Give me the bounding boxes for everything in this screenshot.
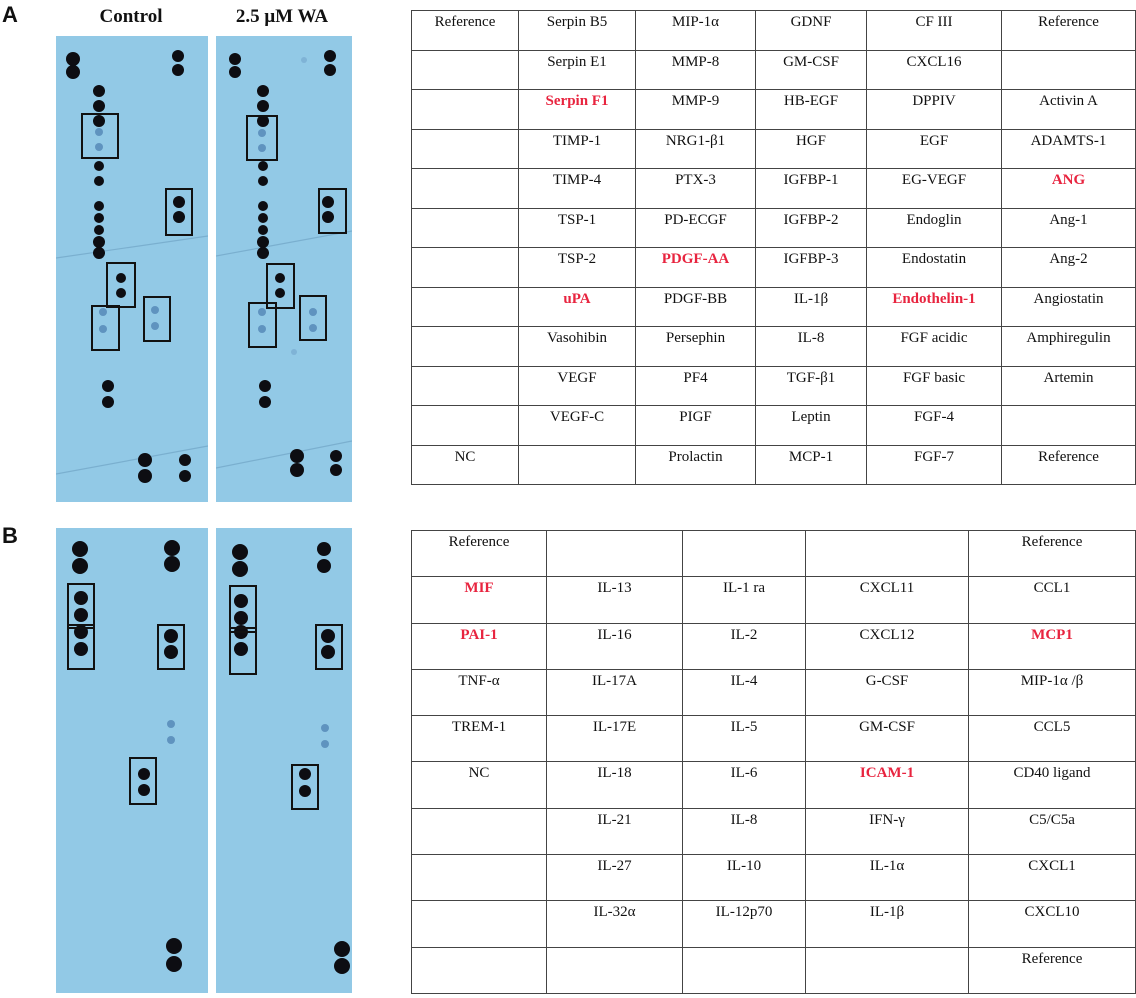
table-cell: IL-4 xyxy=(683,669,806,715)
blot-spot xyxy=(138,768,150,780)
blot-spot xyxy=(94,213,104,223)
table-cell: MIF xyxy=(412,577,547,623)
table-cell xyxy=(519,445,636,485)
blot-spot xyxy=(257,100,269,112)
table-cell: IFN-γ xyxy=(806,808,969,854)
blot-spot xyxy=(72,558,88,574)
blot-spot xyxy=(321,645,335,659)
blot-spot xyxy=(324,64,336,76)
treated-header: 2.5 μM WA xyxy=(235,6,329,27)
table-cell: IL-17A xyxy=(547,669,683,715)
blot-spot xyxy=(309,308,317,316)
panel-letter-b: B xyxy=(2,523,18,548)
blot-spot xyxy=(93,115,105,127)
table-cell: IL-8 xyxy=(756,327,867,367)
blot-spot xyxy=(299,785,311,797)
table-cell: MMP-8 xyxy=(636,50,756,90)
blot-spot xyxy=(74,642,88,656)
table-cell: Leptin xyxy=(756,406,867,446)
table-cell: CD40 ligand xyxy=(969,762,1136,808)
blot-spot xyxy=(321,724,329,732)
table-cell: MIP-1α xyxy=(636,11,756,51)
table-row xyxy=(412,716,1136,762)
table-cell: ICAM-1 xyxy=(806,762,969,808)
table-cell: TREM-1 xyxy=(412,716,547,762)
blot-spot xyxy=(309,324,317,332)
table-cell: MMP-9 xyxy=(636,90,756,130)
table-cell: CCL5 xyxy=(969,716,1136,762)
table-cell xyxy=(1002,50,1136,90)
table-cell xyxy=(412,248,519,288)
control-header: Control xyxy=(99,6,163,27)
table-cell: FGF acidic xyxy=(867,327,1002,367)
table-cell xyxy=(547,947,683,993)
blot-b-treated xyxy=(216,528,352,993)
table-cell: Vasohibin xyxy=(519,327,636,367)
blot-spot xyxy=(334,958,350,974)
table-cell: IL-1β xyxy=(806,901,969,947)
table-cell xyxy=(1002,406,1136,446)
blot-spot xyxy=(275,273,285,283)
table-cell: TNF-α xyxy=(412,669,547,715)
table-cell: Reference xyxy=(412,531,547,577)
table-row xyxy=(412,947,1136,993)
blot-spot xyxy=(166,938,182,954)
table-cell: PIGF xyxy=(636,406,756,446)
table-cell: GM-CSF xyxy=(756,50,867,90)
table-cell: IL-18 xyxy=(547,762,683,808)
blot-spot xyxy=(172,50,184,62)
blot-spot xyxy=(102,380,114,392)
table-cell: TIMP-4 xyxy=(519,169,636,209)
blot-spot xyxy=(317,559,331,573)
blot-spot xyxy=(258,201,268,211)
table-cell: Prolactin xyxy=(636,445,756,485)
table-cell: IL-21 xyxy=(547,808,683,854)
table-cell xyxy=(412,855,547,901)
table-cell: Reference xyxy=(412,11,519,51)
table-cell: VEGF-C xyxy=(519,406,636,446)
table-row xyxy=(412,169,1136,209)
table-cell xyxy=(412,327,519,367)
blot-spot xyxy=(258,176,268,186)
table-cell: IGFBP-2 xyxy=(756,208,867,248)
blot-spot xyxy=(258,225,268,235)
table-cell: MIP-1α /β xyxy=(969,669,1136,715)
blot-spot xyxy=(173,196,185,208)
blot-spot xyxy=(66,65,80,79)
blot-spot xyxy=(257,247,269,259)
table-row xyxy=(412,50,1136,90)
table-cell: C5/C5a xyxy=(969,808,1136,854)
table-cell: HGF xyxy=(756,129,867,169)
table-cell xyxy=(412,947,547,993)
table-cell xyxy=(547,531,683,577)
table-cell: IGFBP-1 xyxy=(756,169,867,209)
table-cell: PTX-3 xyxy=(636,169,756,209)
blot-spot xyxy=(138,784,150,796)
table-cell: IL-1β xyxy=(756,287,867,327)
table-row xyxy=(412,623,1136,669)
blot-spot xyxy=(116,273,126,283)
table-cell: HB-EGF xyxy=(756,90,867,130)
table-cell: MCP1 xyxy=(969,623,1136,669)
table-cell: IL-17E xyxy=(547,716,683,762)
blot-spot xyxy=(290,449,304,463)
blot-spot xyxy=(99,325,107,333)
blot-spot xyxy=(95,128,103,136)
blot-spot xyxy=(74,591,88,605)
table-cell: PAI-1 xyxy=(412,623,547,669)
table-row xyxy=(412,129,1136,169)
table-cell xyxy=(683,531,806,577)
table-cell: IL-32α xyxy=(547,901,683,947)
table-cell xyxy=(412,50,519,90)
table-cell xyxy=(412,901,547,947)
table-cell xyxy=(683,947,806,993)
table-cell: FGF-7 xyxy=(867,445,1002,485)
table-cell: FGF basic xyxy=(867,366,1002,406)
table-row xyxy=(412,577,1136,623)
table-cell: GM-CSF xyxy=(806,716,969,762)
blot-spot xyxy=(151,322,159,330)
table-row xyxy=(412,669,1136,715)
blot-spot xyxy=(138,453,152,467)
blot-spot xyxy=(301,57,307,63)
blot-a-control xyxy=(56,36,208,502)
table-cell: VEGF xyxy=(519,366,636,406)
blot-spot xyxy=(164,556,180,572)
blot-spot xyxy=(164,540,180,556)
table-cell xyxy=(412,90,519,130)
table-cell: G-CSF xyxy=(806,669,969,715)
blot-spot xyxy=(66,52,80,66)
blot-spot xyxy=(232,561,248,577)
table-cell xyxy=(412,808,547,854)
blot-spot xyxy=(321,629,335,643)
blot-spot xyxy=(257,85,269,97)
blot-spot xyxy=(93,236,105,248)
blot-spot xyxy=(257,236,269,248)
table-cell: Reference xyxy=(969,531,1136,577)
table-cell xyxy=(806,531,969,577)
blot-spot xyxy=(116,288,126,298)
blot-a-treated xyxy=(216,36,352,502)
table-cell: IL-16 xyxy=(547,623,683,669)
blot-spot xyxy=(275,288,285,298)
table-cell: NC xyxy=(412,762,547,808)
table-cell: Artemin xyxy=(1002,366,1136,406)
blot-spot xyxy=(164,629,178,643)
table-row xyxy=(412,366,1136,406)
table-row xyxy=(412,11,1136,51)
blot-spot xyxy=(259,396,271,408)
blot-spot xyxy=(164,645,178,659)
blot-spot xyxy=(93,85,105,97)
table-cell: IL-6 xyxy=(683,762,806,808)
table-cell: Serpin E1 xyxy=(519,50,636,90)
table-cell: IL-12p70 xyxy=(683,901,806,947)
blot-spot xyxy=(99,308,107,316)
blot-spot xyxy=(324,50,336,62)
table-cell: IL-8 xyxy=(683,808,806,854)
table-cell: IL-10 xyxy=(683,855,806,901)
blot-spot xyxy=(102,396,114,408)
blot-spot xyxy=(330,464,342,476)
blot-spot xyxy=(321,740,329,748)
blot-spot xyxy=(234,642,248,656)
blot-spot xyxy=(74,608,88,622)
table-cell: CXCL11 xyxy=(806,577,969,623)
table-row xyxy=(412,855,1136,901)
table-cell: NRG1-β1 xyxy=(636,129,756,169)
table-cell: CCL1 xyxy=(969,577,1136,623)
table-cell: DPPIV xyxy=(867,90,1002,130)
blot-spot xyxy=(291,349,297,355)
table-cell: IL-1α xyxy=(806,855,969,901)
blot-spot xyxy=(330,450,342,462)
table-row xyxy=(412,901,1136,947)
blot-spot xyxy=(258,325,266,333)
table-cell: EG-VEGF xyxy=(867,169,1002,209)
table-cell: PDGF-BB xyxy=(636,287,756,327)
table-cell: GDNF xyxy=(756,11,867,51)
table-cell: Reference xyxy=(969,947,1136,993)
table-cell: MCP-1 xyxy=(756,445,867,485)
table-cell: CF III xyxy=(867,11,1002,51)
table-cell: IL-13 xyxy=(547,577,683,623)
blot-spot xyxy=(167,736,175,744)
table-cell xyxy=(412,169,519,209)
blot-spot xyxy=(258,144,266,152)
table-cell: Endoglin xyxy=(867,208,1002,248)
table-cell: FGF-4 xyxy=(867,406,1002,446)
table-b xyxy=(411,530,1136,994)
blot-spot xyxy=(173,211,185,223)
blot-spot xyxy=(167,720,175,728)
table-cell: NC xyxy=(412,445,519,485)
table-cell: Ang-1 xyxy=(1002,208,1136,248)
table-row xyxy=(412,808,1136,854)
table-row xyxy=(412,406,1136,446)
blot-b-control xyxy=(56,528,208,993)
table-cell: Activin A xyxy=(1002,90,1136,130)
table-cell: PF4 xyxy=(636,366,756,406)
membrane-background xyxy=(216,36,352,502)
table-row xyxy=(412,208,1136,248)
table-cell: Amphiregulin xyxy=(1002,327,1136,367)
blot-spot xyxy=(179,454,191,466)
table-row xyxy=(412,90,1136,130)
table-cell xyxy=(806,947,969,993)
table-row xyxy=(412,327,1136,367)
blot-spot xyxy=(94,201,104,211)
blot-spot xyxy=(334,941,350,957)
blot-spot xyxy=(229,66,241,78)
blot-spot xyxy=(166,956,182,972)
table-cell: TSP-1 xyxy=(519,208,636,248)
table-cell: Serpin F1 xyxy=(519,90,636,130)
table-cell: TGF-β1 xyxy=(756,366,867,406)
table-cell: ANG xyxy=(1002,169,1136,209)
blot-spot xyxy=(234,611,248,625)
blot-spot xyxy=(94,176,104,186)
table-cell xyxy=(412,208,519,248)
table-row xyxy=(412,762,1136,808)
blot-spot xyxy=(234,594,248,608)
table-cell: Reference xyxy=(1002,445,1136,485)
table-row xyxy=(412,248,1136,288)
table-cell: PDGF-AA xyxy=(636,248,756,288)
table-cell: CXCL1 xyxy=(969,855,1136,901)
blot-spot xyxy=(172,64,184,76)
table-cell xyxy=(412,287,519,327)
table-cell: IGFBP-3 xyxy=(756,248,867,288)
blot-spot xyxy=(259,380,271,392)
table-cell xyxy=(412,366,519,406)
blot-spot xyxy=(229,53,241,65)
table-cell: IL-1 ra xyxy=(683,577,806,623)
table-row xyxy=(412,445,1136,485)
table-cell: IL-27 xyxy=(547,855,683,901)
table-cell: CXCL12 xyxy=(806,623,969,669)
table-cell: Serpin B5 xyxy=(519,11,636,51)
blot-spot xyxy=(258,129,266,137)
blot-spot xyxy=(151,306,159,314)
table-cell: IL-2 xyxy=(683,623,806,669)
blot-spot xyxy=(93,100,105,112)
panel-letter-a: A xyxy=(2,2,18,27)
table-cell: uPA xyxy=(519,287,636,327)
table-cell: TSP-2 xyxy=(519,248,636,288)
table-a xyxy=(411,10,1136,485)
table-cell: Angiostatin xyxy=(1002,287,1136,327)
table-cell: Endostatin xyxy=(867,248,1002,288)
blot-spot xyxy=(72,541,88,557)
blot-spot xyxy=(299,768,311,780)
blot-spot xyxy=(94,161,104,171)
table-cell: ADAMTS-1 xyxy=(1002,129,1136,169)
table-cell: IL-5 xyxy=(683,716,806,762)
blot-spot xyxy=(95,143,103,151)
blot-spot xyxy=(94,225,104,235)
table-cell: Persephin xyxy=(636,327,756,367)
table-row xyxy=(412,531,1136,577)
blot-spot xyxy=(93,247,105,259)
membrane-background xyxy=(56,36,208,502)
blot-spot xyxy=(138,469,152,483)
blot-spot xyxy=(232,544,248,560)
blot-spot xyxy=(317,542,331,556)
blot-spot xyxy=(290,463,304,477)
table-cell: Ang-2 xyxy=(1002,248,1136,288)
blot-spot xyxy=(322,211,334,223)
blot-spot xyxy=(322,196,334,208)
table-cell: EGF xyxy=(867,129,1002,169)
table-cell: Reference xyxy=(1002,11,1136,51)
blot-spot xyxy=(179,470,191,482)
table-cell: TIMP-1 xyxy=(519,129,636,169)
table-cell: PD-ECGF xyxy=(636,208,756,248)
table-cell: CXCL10 xyxy=(969,901,1136,947)
table-cell: CXCL16 xyxy=(867,50,1002,90)
blot-spot xyxy=(258,213,268,223)
blot-spot xyxy=(258,161,268,171)
table-cell: Endothelin-1 xyxy=(867,287,1002,327)
table-row xyxy=(412,287,1136,327)
blot-spot xyxy=(258,308,266,316)
table-cell xyxy=(412,406,519,446)
table-cell xyxy=(412,129,519,169)
